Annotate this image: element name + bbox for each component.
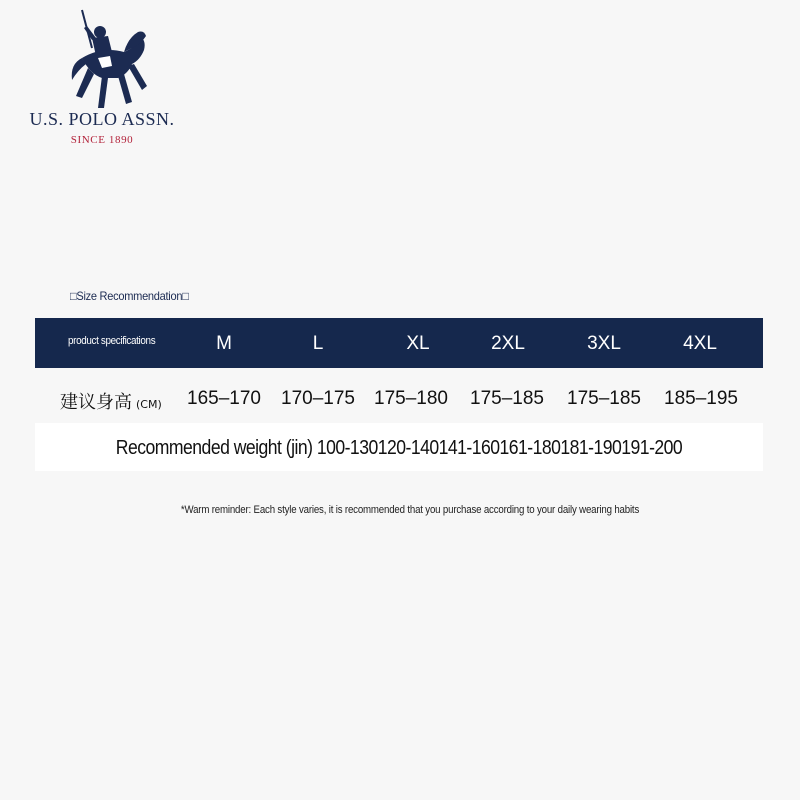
size-cell: XL xyxy=(406,333,430,354)
size-cell: 3XL xyxy=(587,333,621,354)
size-cell: M xyxy=(216,333,232,354)
weight-text: Recommended weight (jin) 100-130120-140141-160161-180181-190191-200 xyxy=(115,437,683,459)
warm-reminder: *Warm reminder: Each style varies, it is recommended that you purchase according to your daily wearing habits xyxy=(180,504,640,516)
height-cell: 175–185 xyxy=(470,388,544,409)
size-cell: 4XL xyxy=(683,333,717,354)
section-title: □Size Recommendation□ xyxy=(70,289,189,303)
brand-logo xyxy=(22,8,182,148)
height-label xyxy=(60,388,162,414)
polo-player-horse-icon xyxy=(62,8,152,113)
height-row xyxy=(35,378,763,422)
height-cell: 175–180 xyxy=(374,388,448,409)
height-cell: 185–195 xyxy=(664,388,738,409)
size-cell: L xyxy=(312,333,324,354)
height-label-text: 建议身高 xyxy=(60,392,132,413)
size-table-header xyxy=(35,318,763,368)
brand-name: U.S. POLO ASSN. xyxy=(29,109,175,129)
weight-row xyxy=(35,423,763,471)
brand-since: SINCE 1890 xyxy=(70,134,134,146)
header-label: product specifications xyxy=(68,335,156,347)
height-cell: 175–185 xyxy=(567,388,641,409)
height-unit: (CM) xyxy=(136,398,162,411)
height-cell: 170–175 xyxy=(281,388,355,409)
size-cell: 2XL xyxy=(491,333,525,354)
height-cell: 165–170 xyxy=(187,388,261,409)
